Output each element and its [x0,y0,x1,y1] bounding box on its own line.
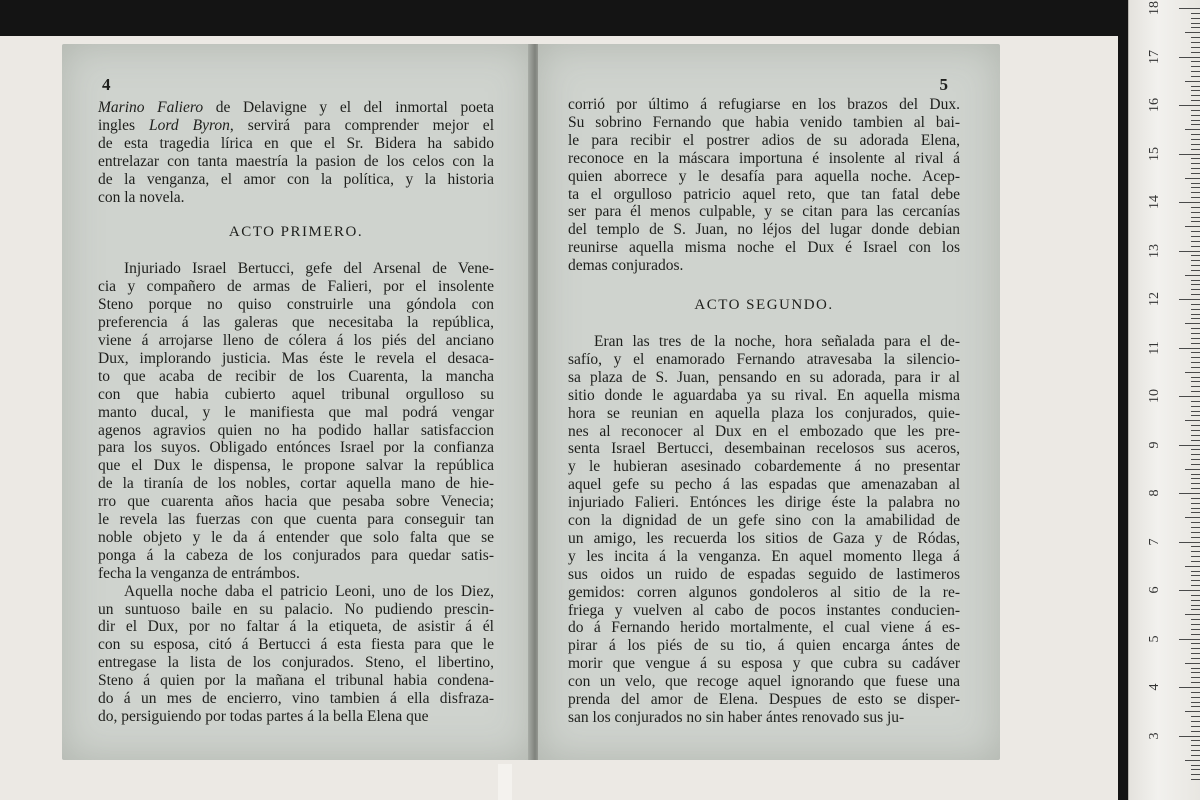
ruler-tick [1191,474,1200,475]
ruler-tick [1191,585,1200,586]
ruler-tick [1191,682,1200,683]
ruler-tick [1191,95,1200,96]
ruler-tick [1191,314,1200,315]
ruler-tick [1191,71,1200,72]
text-line: aquel gefe su pecho á las espadas que amenazaban al [568,476,960,494]
bookmark-strip [498,764,512,800]
text-line: con su esposa, citó á Bertucci á esta fiesta para que le [98,636,494,654]
ruler-tick [1191,124,1200,125]
ruler-tick [1191,357,1200,358]
ruler-tick [1191,769,1200,770]
text-line: quien aborrece y le desafía para aquella noche. Acep- [568,167,960,185]
ruler-tick [1191,318,1200,319]
ruler-tick [1191,120,1200,121]
ruler-tick [1191,595,1200,596]
ruler-tick [1191,270,1200,271]
ruler-tick [1185,420,1200,421]
ruler-tick [1179,8,1200,9]
ruler-tick [1179,590,1200,591]
ruler-tick [1191,217,1200,218]
text-line: de esta tragedia lírica en que el Sr. Bidera ha sabido [98,134,494,152]
ruler-tick [1191,231,1200,232]
ruler-tick [1191,367,1200,368]
ruler-tick [1191,173,1200,174]
text-line: que el Dux le dispensa, le propone salvar la república [98,457,494,475]
ruler-tick [1191,52,1200,53]
ruler-tick [1185,372,1200,373]
text-line: ponga á la cabeza de los conjurados para quedar satis- [98,546,494,564]
ruler-tick [1191,503,1200,504]
ruler-tick [1191,546,1200,547]
page-number-right: 5 [939,75,948,94]
ruler-tick [1191,551,1200,552]
text-line: gemidos: corren algunos gondoleros al sitio de la re- [568,583,960,601]
ruler-tick [1191,435,1200,436]
ruler-tick [1191,415,1200,416]
text-line: do á un mes de encierro, vino tambien á ella disfraza- [98,690,494,708]
ruler-tick [1191,774,1200,775]
ruler-tick [1191,658,1200,659]
ruler-number: 13 [1147,243,1162,258]
ruler-tick [1191,90,1200,91]
text-line: preferencia á las galeras que necesitaba la república, [98,314,494,332]
ruler-tick [1191,672,1200,673]
text-line: corrió por último á refugiarse en los brazos del Dux. [568,96,960,113]
ruler-number: 10 [1147,389,1162,403]
text-line: ser para él menos culpable, y se citan para las cercanías [568,203,960,221]
ruler-number: 15 [1147,146,1162,161]
ruler-tick [1191,352,1200,353]
ruler-tick [1185,178,1200,179]
right-page-text [568,96,960,727]
text-line: y le hubieran asesinado cobardemente á no presentar [568,458,960,476]
text-line: con un velo, que recoge aquel ignorando que fuese una [568,673,960,691]
ruler-tick [1191,779,1200,780]
ruler-tick [1191,488,1200,489]
text-line: para los suyos. Obligado entónces Israel por la confianza [98,439,494,457]
ruler-tick [1191,464,1200,465]
ruler-tick [1191,333,1200,334]
left-paragraph-3 [98,583,494,726]
ruler-number: 4 [1147,683,1162,691]
text-line: un suntuoso baile en su palacio. No pudiendo prescin- [98,600,494,618]
ruler-tick [1191,750,1200,751]
ruler-tick [1191,755,1200,756]
ruler-tick [1191,454,1200,455]
ruler-tick [1191,13,1200,14]
ruler-number: 5 [1147,635,1162,642]
ruler-tick [1191,580,1200,581]
ruler-tick [1185,517,1200,518]
ruler-tick [1179,299,1200,300]
ruler-tick [1191,158,1200,159]
ruler-tick [1191,76,1200,77]
ruler-tick [1191,527,1200,528]
ruler-tick [1191,692,1200,693]
left-paragraph-1 [98,99,494,206]
ruler-tick [1185,32,1200,33]
text-line: ta el orgulloso patricio aquel reto, que tan fatal debe [568,185,960,203]
ruler-tick [1191,338,1200,339]
text-line: con la novela. [98,188,185,206]
text-line: friega y vuelven al cabo de pocos instantes conducien- [568,601,960,619]
ruler-tick [1191,668,1200,669]
ruler-tick [1191,391,1200,392]
ruler-tick [1191,42,1200,43]
text-line: senta Israel Bertucci, desembainan recelosos sus aceros, [568,440,960,458]
ruler-tick [1191,255,1200,256]
text-line: san los conjurados no sin haber ántes renovado sus ju- [568,709,905,726]
ruler-tick [1185,81,1200,82]
ruler-tick [1179,445,1200,446]
text-line: con la dignidad de un gefe sino con la amabilidad de [568,512,960,530]
right-page [538,44,1000,760]
ruler-tick [1191,765,1200,766]
text-line: un amigo, les recuerda los sitios de Gaza y de Ródas, [568,529,960,547]
ruler-tick [1191,362,1200,363]
page-number-left: 4 [102,75,111,94]
ruler-number: 12 [1147,292,1162,306]
ruler-tick [1179,542,1200,543]
ruler-tick [1191,643,1200,644]
text-line: dir el Dux, por no faltar á la etiqueta, de asistir á él [98,618,494,636]
ruler-tick [1185,566,1200,567]
text-line: Su sobrino Fernando que habia venido tambien al bai- [568,113,960,131]
text-line: reconoce en la máscara importuna é insolente al rival á [568,149,960,167]
text-line: reunirse aquella misma noche el Dux é Israel con los [568,239,960,257]
ruler-tick [1191,726,1200,727]
ruler-tick [1191,134,1200,135]
ruler-tick [1191,624,1200,625]
text-line: le revela las fuerzas con que cuenta para conseguir tan [98,511,494,529]
text-line: con que habia cubierto aquel tribunal orgulloso su [98,385,494,403]
ruler-tick [1179,736,1200,737]
ruler-tick [1191,634,1200,635]
ruler-tick [1185,226,1200,227]
ruler-tick [1191,284,1200,285]
ruler-tick [1179,687,1200,688]
ruler-tick [1191,221,1200,222]
ruler-tick [1185,614,1200,615]
ruler-tick [1191,197,1200,198]
left-page-text [98,99,494,726]
ruler-tick [1191,575,1200,576]
ruler-tick [1191,236,1200,237]
ruler-tick [1191,212,1200,213]
text-line: fecha la venganza de entrámbos. [98,564,300,582]
ruler-tick [1179,348,1200,349]
ruler-tick [1179,396,1200,397]
ruler-tick [1191,61,1200,62]
ruler-tick [1185,469,1200,470]
ruler-tick [1185,323,1200,324]
ruler-tick [1191,265,1200,266]
ruler-tick [1191,100,1200,101]
ruler-number: 8 [1147,489,1162,497]
text-line: nes al reconocer al Dux en el embozado que les pre- [568,422,960,440]
text-line: entrelazar con tanta maestría la pasion de los celos con la [98,152,494,170]
text-line: to que acaba de recibir de los Cuarenta, la mancha [98,367,494,385]
ruler-tick [1191,600,1200,601]
text-line: injuriado Falieri. Entónces les dirige éste la palabra no [568,494,960,512]
ruler-tick [1191,401,1200,402]
ruler-tick [1191,183,1200,184]
ruler-tick [1191,246,1200,247]
text-line: sus oidos un ruido de espadas seguido de lastimeros [568,565,960,583]
text-line: demas conjurados. [568,257,684,275]
ruler-tick [1191,280,1200,281]
ruler-tick [1191,440,1200,441]
ruler-tick [1191,571,1200,572]
ruler-tick [1179,639,1200,640]
ruler-tick [1191,605,1200,606]
ruler-tick [1191,512,1200,513]
open-book [62,44,1002,764]
ruler-number: 17 [1147,49,1162,64]
ruler-tick [1179,154,1200,155]
ruler-tick [1191,110,1200,111]
ruler-tick [1191,483,1200,484]
ruler-tick [1191,37,1200,38]
ruler-tick [1191,386,1200,387]
text-line: prenda del amor de Elena. Despues de esto se disper- [568,691,960,709]
ruler-tick [1191,163,1200,164]
ruler-tick [1191,47,1200,48]
ruler-number: 18 [1147,1,1162,15]
ruler-tick [1191,702,1200,703]
left-page [62,44,532,760]
left-paragraph-2 [98,260,494,582]
ruler-tick [1191,187,1200,188]
ruler-tick [1185,760,1200,761]
ruler-number: 14 [1147,195,1162,209]
ruler-tick [1191,343,1200,344]
ruler-tick [1179,493,1200,494]
ruler-number: 11 [1147,340,1162,355]
text-line: de la tiranía de los nobles, cortar aquella mano de hie- [98,475,494,493]
ruler-tick [1191,18,1200,19]
ruler-tick [1191,740,1200,741]
ruler-tick [1185,663,1200,664]
text-line: pirar á los piés de su tio, á quien encarga ántes de [568,637,960,655]
ruler-number: 6 [1147,586,1162,594]
ruler-tick [1191,532,1200,533]
text-line: Dux, implorando justicia. Mas éste le revela el desaca- [98,349,494,367]
text-line: Marino Faliero de Delavigne y el del inmortal poeta [98,99,495,116]
ruler-tick [1191,706,1200,707]
ruler-tick [1191,745,1200,746]
ruler-tick [1191,139,1200,140]
ruler-number: 3 [1147,732,1162,739]
text-line: morir que vengue á su esposa y que cubra su cadáver [568,655,960,673]
ruler-tick [1185,129,1200,130]
text-line: ingles Lord Byron, servirá para comprender mejor el [98,116,494,134]
text-line: Aquella noche daba el patricio Leoni, uno de los Diez, [124,582,494,600]
right-paragraph-1 [568,96,960,275]
ruler-tick [1191,406,1200,407]
text-line: entregase la lista de los conjurados. Steno, el libertino, [98,654,494,672]
text-line: sa plaza de S. Juan, pensando en su adorada, para ir al [568,368,960,386]
ruler-tick [1191,561,1200,562]
ruler-tick [1191,149,1200,150]
act-one-heading: ACTO PRIMERO. [228,224,364,241]
ruler-tick [1191,328,1200,329]
ruler-tick [1191,537,1200,538]
ruler-tick [1191,241,1200,242]
text-line: safío, y el enamorado Fernando atravesaba la silencio- [568,350,960,368]
ruler-tick [1191,459,1200,460]
ruler-tick [1179,57,1200,58]
ruler-tick [1191,721,1200,722]
ruler-number: 7 [1147,538,1162,545]
right-paragraph-2 [568,333,960,727]
ruler-tick [1191,192,1200,193]
text-line: manto ducal, y le manifiesta que mal podrá vengar [98,403,494,421]
ruler-tick [1191,304,1200,305]
ruler-tick [1191,522,1200,523]
ruler-tick [1191,449,1200,450]
ruler-tick [1191,27,1200,28]
ruler-tick [1191,144,1200,145]
ruler-tick [1191,260,1200,261]
ruler-tick [1191,309,1200,310]
ruler-tick [1185,711,1200,712]
text-line: do, persiguiendo por todas partes á la bella Elena que [98,708,429,725]
ruler-tick [1191,294,1200,295]
ruler-tick [1191,207,1200,208]
ruler-tick [1191,478,1200,479]
ruler-tick [1191,498,1200,499]
text-line: do á Fernando herido mortalmente, el cual viene á es- [568,619,960,637]
ruler-tick [1191,653,1200,654]
ruler-tick [1179,251,1200,252]
text-line: Steno porque no quiso construirle una góndola con [98,296,494,314]
ruler-tick [1191,115,1200,116]
ruler-tick [1191,66,1200,67]
text-line: Injuriado Israel Bertucci, gefe del Arsenal de Vene- [124,260,494,278]
ruler-tick [1191,731,1200,732]
ruler-tick [1179,202,1200,203]
measuring-ruler [1128,0,1200,800]
ruler-number: 9 [1147,441,1162,448]
ruler-tick [1191,508,1200,509]
text-line: sitio donde le aguardaba ya su rival. En aquella misma [568,386,960,404]
ruler-tick [1191,381,1200,382]
ruler-tick [1191,430,1200,431]
ruler-tick [1191,289,1200,290]
ruler-tick [1191,377,1200,378]
ruler-tick [1191,716,1200,717]
act-two-heading: ACTO SEGUNDO. [694,297,834,314]
text-line: cia y compañero de armas de Falieri, por el insolente [98,278,494,296]
text-line: hora se reunian en aquella plaza los conjurados, quie- [568,404,960,422]
ruler-tick [1191,86,1200,87]
ruler-tick [1185,275,1200,276]
ruler-tick [1191,677,1200,678]
ruler-tick [1191,556,1200,557]
ruler-tick [1191,23,1200,24]
text-line: de la venganza, el amor con la política, y la historia [98,170,494,188]
ruler-tick [1191,609,1200,610]
text-line: le para recibir el postrer adios de su adorada Elena, [568,131,960,149]
text-line: del templo de S. Juan, no léjos del lugar donde debian [568,221,960,239]
text-line: Eran las tres de la noche, hora señalada para el de- [594,332,960,350]
ruler-tick [1191,425,1200,426]
text-line: agenos agravios quien no ha podido hallar satisfaccion [98,421,494,439]
text-line: viene á arrojarse lleno de cólera á los piés del anciano [98,331,494,349]
text-line: y les incita á la venganza. En aquel momento llega á [568,547,960,565]
ruler-tick [1179,105,1200,106]
ruler-tick [1191,629,1200,630]
ruler-tick [1191,648,1200,649]
text-line: rro que cuarenta años hacia que pesaba sobre Venecia; [98,493,494,511]
ruler-tick [1191,619,1200,620]
ruler-tick [1191,411,1200,412]
text-line: Steno á quien por la mañana el tribunal habia condena- [98,672,494,690]
text-line: noble objeto y le da á entender que solo falta que se [98,528,494,546]
ruler-tick [1191,697,1200,698]
ruler-number: 16 [1147,98,1162,112]
ruler-tick [1191,168,1200,169]
